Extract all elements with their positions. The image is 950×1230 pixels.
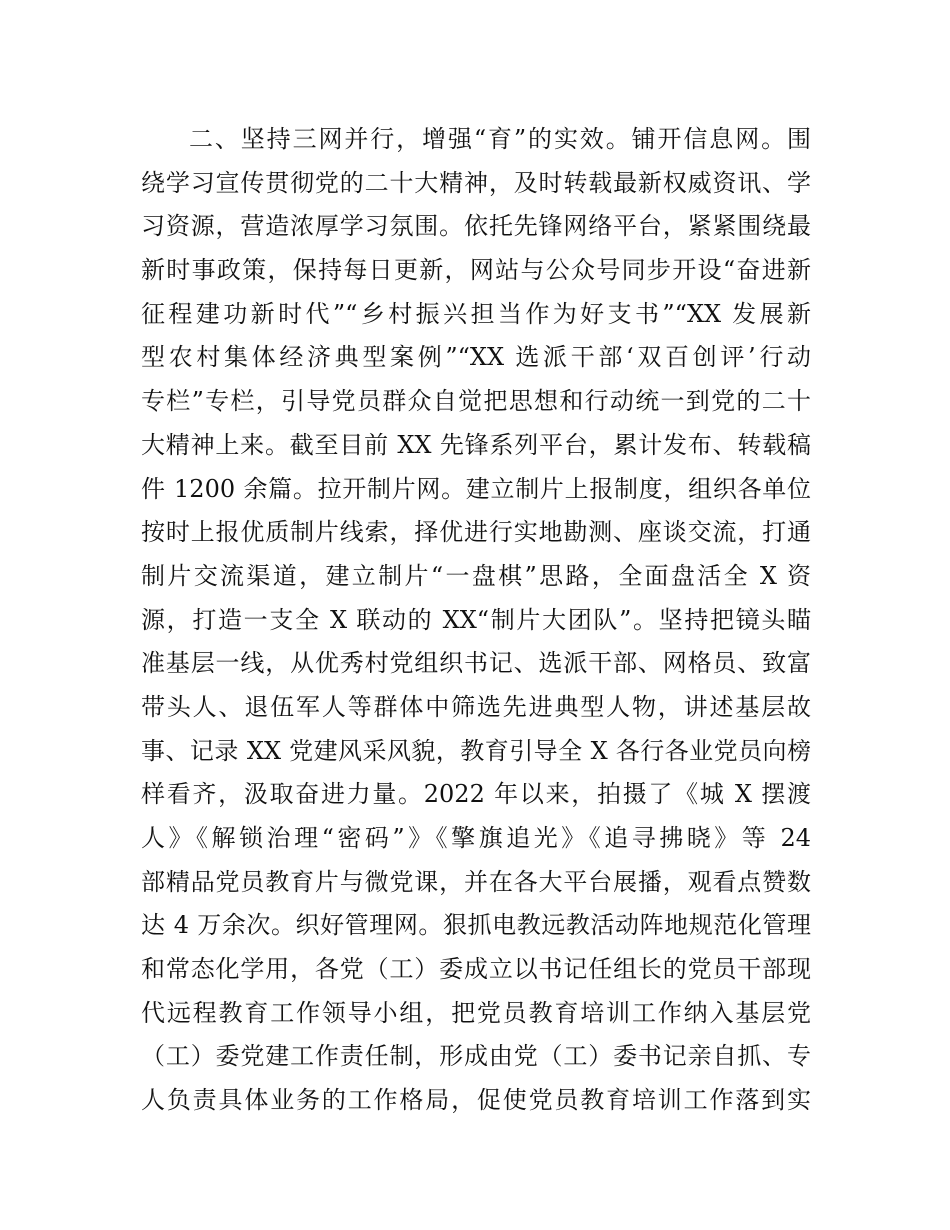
paragraph-line-22: （工）委党建工作责任制，形成由党（工）委书记亲自抓、专 (141, 1042, 811, 1071)
paragraph-line-2: 绕学习宣传贯彻党的二十大精神，及时转载最新权威资讯、学 (141, 168, 811, 197)
paragraph-line-21: 代远程教育工作领导小组，把党员教育培训工作纳入基层党 (141, 998, 811, 1027)
paragraph-line-17: 人》《解锁治理“密码”》《擎旗追光》《追寻拂晓》等 24 (141, 824, 811, 852)
paragraph-line-19: 达 4 万余次。织好管理网。狠抓电教远教活动阵地规范化管理 (141, 911, 811, 940)
paragraph-line-13: 准基层一线，从优秀村党组织书记、选派干部、网格员、致富 (141, 649, 811, 678)
paragraph-line-4: 新时事政策，保持每日更新，网站与公众号同步开设“奋进新 (141, 256, 811, 285)
paragraph-line-18: 部精品党员教育片与微党课，并在各大平台展播，观看点赞数 (141, 867, 811, 896)
paragraph-line-1: 二、坚持三网并行，增强“育”的实效。铺开信息网。围 (189, 125, 811, 153)
paragraph-line-16: 样看齐，汲取奋进力量。2022 年以来，拍摄了《城 X 摆渡 (141, 780, 811, 809)
paragraph-line-9: 件 1200 余篇。拉开制片网。建立制片上报制度，组织各单位 (141, 474, 811, 503)
paragraph-line-11: 制片交流渠道，建立制片“一盘棋”思路，全面盘活全 X 资 (141, 561, 811, 590)
paragraph-line-14: 带头人、退伍军人等群体中筛选先进典型人物，讲述基层故 (141, 692, 811, 721)
paragraph-line-20: 和常态化学用，各党（工）委成立以书记任组长的党员干部现 (141, 955, 811, 984)
paragraph-line-7: 专栏”专栏，引导党员群众自觉把思想和行动统一到党的二十 (141, 387, 811, 416)
paragraph-line-3: 习资源，营造浓厚学习氛围。依托先锋网络平台，紧紧围绕最 (141, 212, 811, 241)
paragraph-line-6: 型农村集体经济典型案例”“XX 选派干部‘双百创评’行动 (141, 343, 811, 372)
paragraph-line-5: 征程建功新时代”“乡村振兴担当作为好支书”“XX 发展新 (141, 299, 811, 328)
paragraph-line-23: 人负责具体业务的工作格局，促使党员教育培训工作落到实 (141, 1086, 811, 1115)
paragraph-line-10: 按时上报优质制片线索，择优进行实地勘测、座谈交流，打通 (141, 518, 811, 547)
paragraph-line-15: 事、记录 XX 党建风采风貌，教育引导全 X 各行各业党员向榜 (141, 736, 811, 765)
body-paragraph (141, 118, 811, 1123)
paragraph-line-12: 源，打造一支全 X 联动的 XX“制片大团队”。坚持把镜头瞄 (141, 605, 811, 634)
paragraph-line-8: 大精神上来。截至目前 XX 先锋系列平台，累计发布、转载稿 (141, 430, 811, 459)
